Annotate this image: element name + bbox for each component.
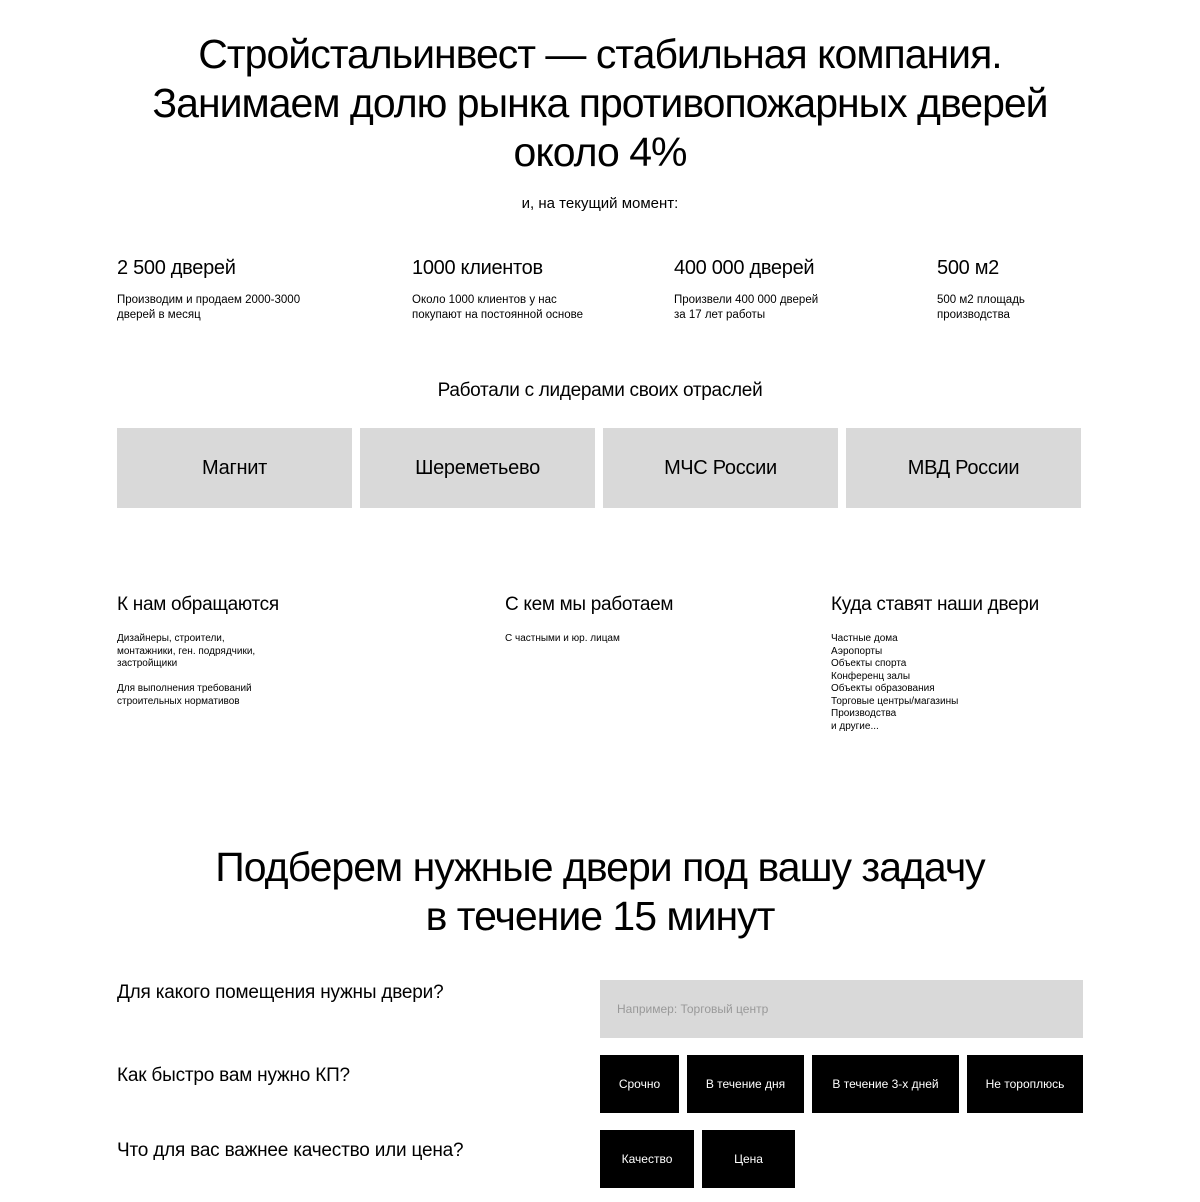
hero-subtitle: и, на текущий момент: bbox=[521, 195, 679, 212]
stat-value: 400 000 дверей bbox=[674, 257, 815, 279]
info-line: Для выполнения требований bbox=[117, 683, 252, 694]
form-title-line: в течение 15 минут bbox=[425, 893, 775, 939]
stat-description-line: Произвели 400 000 дверей bbox=[674, 294, 819, 306]
stat-description bbox=[117, 293, 317, 322]
stat-description-line: производства bbox=[937, 308, 1010, 321]
urgency-option-urgent[interactable]: Срочно bbox=[600, 1055, 679, 1113]
stat-doors-per-month bbox=[117, 255, 317, 322]
stat-description bbox=[674, 293, 874, 322]
info-line: застройщики bbox=[117, 658, 178, 669]
urgency-option-within-3-days[interactable]: В течение 3-х дней bbox=[812, 1055, 959, 1113]
urgency-option-within-day[interactable]: В течение дня bbox=[687, 1055, 804, 1113]
info-line: строительных нормативов bbox=[117, 695, 240, 707]
info-line: С частными и юр. лицам bbox=[505, 633, 620, 644]
client-tile-mchs: МЧС России bbox=[603, 428, 838, 508]
stat-value: 2 500 дверей bbox=[117, 257, 236, 279]
stat-description-line: 500 м2 площадь bbox=[937, 294, 1025, 306]
info-where-doors-installed bbox=[831, 593, 1039, 733]
info-text bbox=[505, 633, 673, 646]
info-line: Объекты образования bbox=[831, 683, 935, 694]
stat-clients bbox=[412, 255, 612, 322]
urgency-option-no-rush[interactable]: Не тороплюсь bbox=[967, 1055, 1083, 1113]
form-title bbox=[0, 843, 1200, 941]
info-line: монтажники, ген. подрядчики, bbox=[117, 645, 256, 657]
client-tile-magnit: Магнит bbox=[117, 428, 352, 508]
info-with-whom bbox=[505, 593, 673, 646]
form-title-line: Подберем нужные двери под вашу задачу bbox=[215, 844, 985, 890]
stat-description-line: Около 1000 клиентов у нас bbox=[412, 294, 557, 306]
info-text bbox=[117, 633, 279, 708]
info-title: Куда ставят наши двери bbox=[831, 594, 1039, 615]
stat-description-line: Производим и продаем 2000-3000 bbox=[117, 294, 301, 306]
client-logos bbox=[117, 428, 1081, 508]
priority-option-quality[interactable]: Качество bbox=[600, 1130, 694, 1188]
info-title: С кем мы работаем bbox=[505, 594, 674, 615]
stat-description bbox=[937, 293, 1137, 322]
info-line: Частные дома bbox=[831, 633, 898, 644]
info-text bbox=[831, 633, 1039, 733]
hero-title-line: Занимаем долю рынка противопожарных дверей bbox=[152, 80, 1048, 126]
stat-value: 1000 клиентов bbox=[412, 257, 543, 279]
info-line: Производства bbox=[831, 708, 897, 719]
info-line: Аэропорты bbox=[831, 645, 883, 657]
stat-production-area bbox=[937, 255, 1137, 322]
hero-title-line: Стройстальинвест — стабильная компания. bbox=[198, 31, 1002, 77]
stat-description-line: за 17 лет работы bbox=[674, 308, 766, 321]
hero-title bbox=[0, 30, 1200, 177]
info-who-contacts-us bbox=[117, 593, 279, 708]
stat-description-line: покупают на постоянной основе bbox=[412, 308, 584, 321]
client-tile-sheremetyevo: Шереметьево bbox=[360, 428, 595, 508]
info-line: Конференц залы bbox=[831, 670, 911, 682]
question-priority-label: Что для вас важнее качество или цена? bbox=[117, 1140, 464, 1161]
stat-description-line: дверей в месяц bbox=[117, 308, 201, 321]
stat-description bbox=[412, 293, 612, 322]
info-line: Объекты спорта bbox=[831, 658, 907, 669]
leaders-title: Работали с лидерами своих отраслей bbox=[437, 380, 763, 401]
hero-title-line: около 4% bbox=[513, 129, 687, 175]
stat-value: 500 м2 bbox=[937, 257, 999, 279]
spacer bbox=[117, 671, 279, 684]
stat-doors-total bbox=[674, 255, 874, 322]
question-room-type-label: Для какого помещения нужны двери? bbox=[117, 982, 444, 1003]
info-title: К нам обращаются bbox=[117, 594, 279, 615]
client-tile-mvd: МВД России bbox=[846, 428, 1081, 508]
question-urgency-label: Как быстро вам нужно КП? bbox=[117, 1065, 350, 1086]
info-line: Торговые центры/магазины bbox=[831, 695, 959, 707]
priority-option-price[interactable]: Цена bbox=[702, 1130, 795, 1188]
info-line: и другие... bbox=[831, 720, 879, 732]
room-type-input[interactable] bbox=[600, 980, 1083, 1038]
info-line: Дизайнеры, строители, bbox=[117, 633, 225, 644]
